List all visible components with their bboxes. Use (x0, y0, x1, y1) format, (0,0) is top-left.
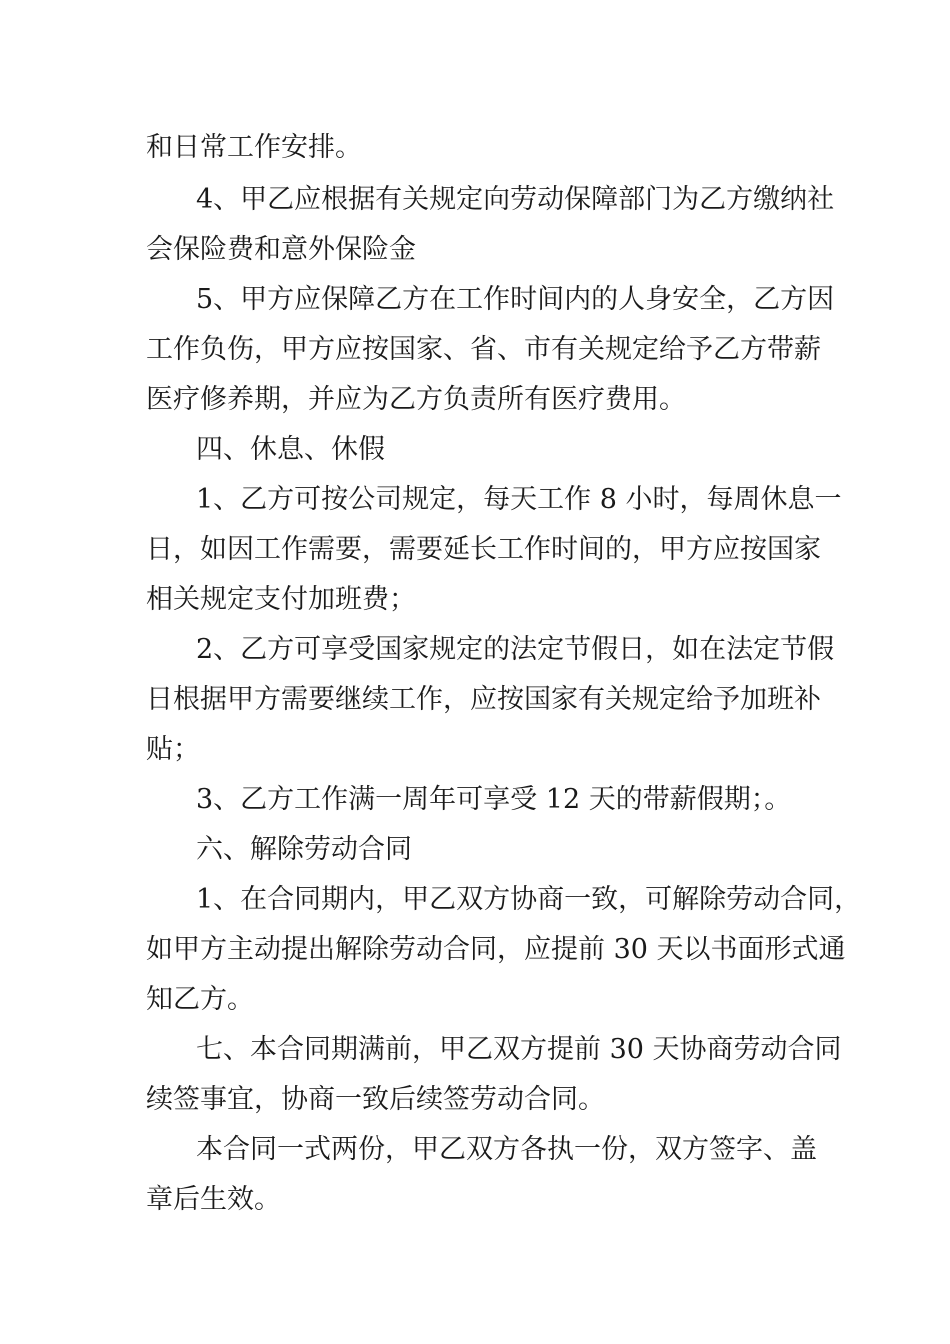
text-line: 4、甲乙应根据有关规定向劳动保障部门为乙方缴纳社 (196, 184, 835, 215)
text-line: 本合同一式两份，甲乙双方各执一份，双方签字、盖 (196, 1134, 817, 1165)
section-heading: 六、解除劳动合同 (196, 834, 412, 865)
text-line: 如甲方主动提出解除劳动合同，应提前 30 天以书面形式通 (146, 934, 846, 965)
text-line: 日根据甲方需要继续工作，应按国家有关规定给予加班补 (146, 684, 821, 715)
text-line: 1、乙方可按公司规定，每天工作 8 小时，每周休息一 (196, 484, 842, 515)
text-line: 会保险费和意外保险金 (146, 234, 416, 265)
text-line: 相关规定支付加班费； (146, 584, 416, 615)
text-line: 工作负伤，甲方应按国家、省、市有关规定给予乙方带薪 (146, 334, 821, 365)
text-line: 1、在合同期内，甲乙双方协商一致，可解除劳动合同， (196, 884, 862, 915)
text-line: 2、乙方可享受国家规定的法定节假日，如在法定节假 (196, 634, 835, 665)
text-line: 医疗修养期，并应为乙方负责所有医疗费用。 (146, 384, 686, 415)
text-line: 贴； (146, 734, 200, 765)
section-heading: 七、本合同期满前，甲乙双方提前 30 天协商劳动合同 (196, 1034, 842, 1065)
text-line: 和日常工作安排。 (146, 132, 362, 163)
text-line: 5、甲方应保障乙方在工作时间内的人身安全，乙方因 (196, 284, 835, 315)
text-line: 知乙方。 (146, 984, 254, 1015)
text-line: 日，如因工作需要，需要延长工作时间的，甲方应按国家 (146, 534, 821, 565)
text-line: 章后生效。 (146, 1184, 281, 1215)
text-line: 3、乙方工作满一周年可享受 12 天的带薪假期；。 (196, 784, 792, 815)
text-line: 续签事宜，协商一致后续签劳动合同。 (146, 1084, 605, 1115)
section-heading: 四、休息、休假 (196, 434, 385, 465)
